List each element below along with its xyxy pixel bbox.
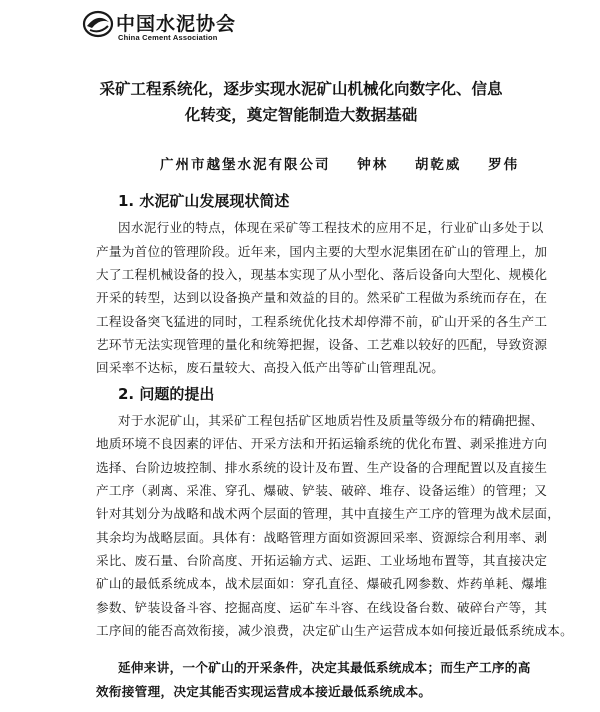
- association-logo-icon: [82, 10, 114, 38]
- paragraph-line: 针对其划分为战略和战术两个层面的管理，其中直接生产工序的管理为战术层面，: [96, 506, 561, 521]
- org-name-en: China Cement Association: [118, 33, 218, 42]
- paragraph-line: 产工序（剥离、采准、穿孔、爆破、铲装、破碎、堆存、设备运维）的管理；又: [96, 483, 548, 498]
- paragraph-line: 艺环节无法实现管理的量化和统筹把握，设备、工艺难以较好的匹配，导致资源: [96, 337, 548, 352]
- author-name: 钟林: [357, 157, 389, 173]
- article-title-line-2: 化转变，奠定智能制造大数据基础: [184, 106, 418, 124]
- section-heading: 1. 水泥矿山发展现状简述: [118, 192, 290, 210]
- org-name-cn: 中国水泥协会: [116, 13, 237, 35]
- emphasis-line: 效衔接管理，决定其能否实现运营成本接近最低系统成本。: [96, 684, 432, 699]
- paragraph-line: 对于水泥矿山，其采矿工程包括矿区地质岩性及质量等级分布的精确把握、: [118, 413, 544, 428]
- author-name: 罗伟: [488, 157, 520, 173]
- paragraph-line: 回采率不达标，废石量较大、高投入低产出等矿山管理乱况。: [96, 360, 445, 375]
- paragraph-line: 开采的转型，达到以设备换产量和效益的目的。然采矿工程做为系统而存在，在: [96, 290, 548, 305]
- emphasis-line: 延伸来讲，一个矿山的开采条件，决定其最低系统成本；而生产工序的高: [118, 660, 531, 675]
- author-line: [160, 153, 539, 173]
- paragraph-line: 参数、铲装设备斗容、挖掘高度、运矿车斗容、在线设备台数、破碎台产等，其: [96, 600, 548, 615]
- author-name: 胡乾威: [414, 157, 462, 173]
- paragraph-line: 采比、废石量、台阶高度、开拓运输方式、运距、工业场地布置等，其直接决定: [96, 553, 548, 568]
- paragraph-line: 地质环境不良因素的评估、开采方法和开拓运输系统的优化布置、剥采推进方向: [96, 436, 548, 451]
- association-header: [82, 8, 242, 44]
- paragraph-line: 矿山的最低系统成本，战术层面如：穿孔直径、爆破孔网参数、炸药单耗、爆堆: [96, 576, 548, 591]
- paragraph-line: 工序间的能否高效衔接，减少浪费，决定矿山生产运营成本如何接近最低系统成本。: [96, 623, 574, 638]
- article-title-line-1: 采矿工程系统化，逐步实现水泥矿山机械化向数字化、信息: [99, 80, 503, 98]
- paragraph-line: 因水泥行业的特点，体现在采矿等工程技术的应用不足，行业矿山多处于以: [118, 220, 544, 235]
- section-heading: 2. 问题的提出: [118, 385, 215, 403]
- paragraph-line: 产量为首位的管理阶段。近年来，国内主要的大型水泥集团在矿山的管理上，加: [96, 244, 548, 259]
- paragraph-line: 选择、台阶边坡控制、排水系统的设计及布置、生产设备的合理配置以及直接生: [96, 460, 548, 475]
- paragraph-line: 其余均为战略层面。具体有：战略管理方面如资源回采率、资源综合利用率、剥: [96, 530, 548, 545]
- paragraph-line: 工程设备突飞猛进的同时，工程系统优化技术却停滞不前，矿山开采的各生产工: [96, 314, 548, 329]
- affiliation: 广州市越堡水泥有限公司: [160, 157, 331, 173]
- paragraph-line: 大了工程机械设备的投入，现基本实现了从小型化、落后设备向大型化、规模化: [96, 267, 548, 282]
